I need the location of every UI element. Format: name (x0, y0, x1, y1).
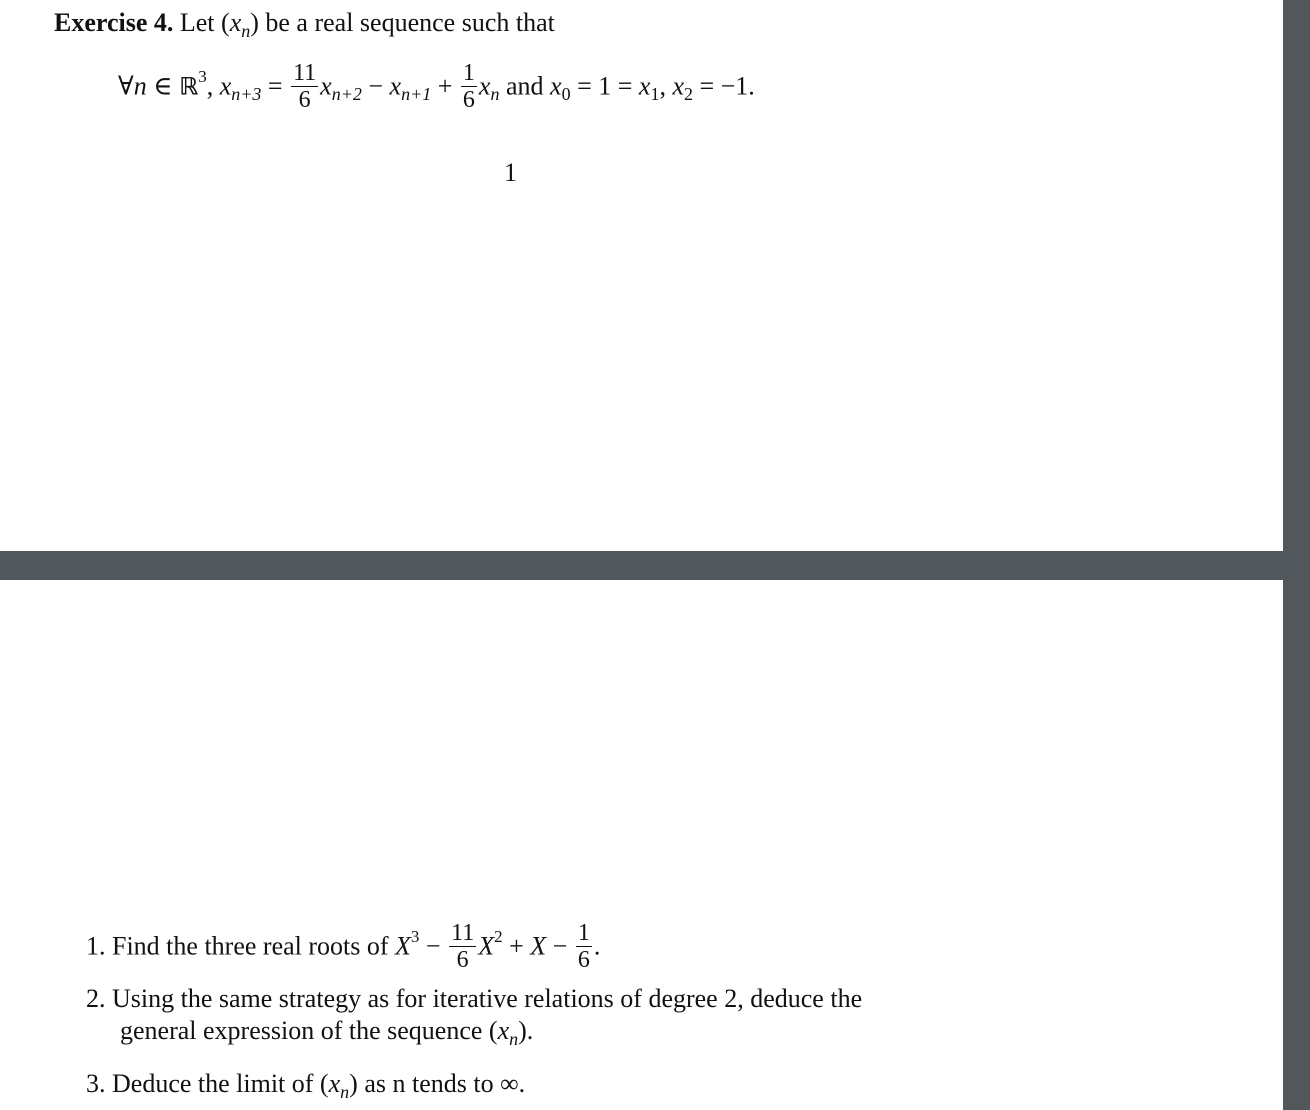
question-2-number: 2. (86, 984, 106, 1013)
x1-sub: 1 (650, 84, 660, 105)
poly-var: X (478, 931, 495, 961)
x2-var: x (672, 71, 684, 101)
document-page-2 (0, 580, 1283, 1110)
question-3 (86, 1069, 525, 1101)
term2-sub: n+1 (401, 84, 432, 105)
forall-symbol: ∀ (118, 71, 134, 101)
power-3: 3 (410, 927, 420, 947)
question-2-line-1: Using the same strategy as for iterative relations of degree 2, deduce the (112, 984, 863, 1013)
frac-num: 11 (293, 60, 317, 86)
equals: = (261, 71, 290, 101)
frac-den: 6 (577, 947, 590, 973)
minus: − (546, 931, 574, 961)
frac-den: 6 (462, 87, 475, 113)
question-1-number: 1. (86, 931, 106, 961)
reals-power: 3 (198, 67, 207, 87)
seq-index: n (509, 1029, 519, 1049)
comma: , (206, 71, 214, 101)
equals-minus-one: = −1. (692, 71, 755, 101)
question-1-text: Find the three real roots of (112, 931, 396, 961)
seq-var: x (497, 1016, 510, 1045)
exercise-heading: Exercise 4. (54, 8, 174, 37)
lhs-sub: n+3 (231, 84, 262, 105)
comma: , (659, 71, 673, 101)
question-1 (86, 922, 600, 975)
x1-var: x (638, 71, 651, 101)
plus: + (502, 931, 531, 961)
plus: + (431, 71, 459, 101)
poly-var: X (530, 931, 547, 961)
question-3-text: Deduce the limit of ( (112, 1069, 329, 1098)
index-var: n (133, 71, 147, 101)
minus: − (361, 71, 390, 101)
reals-symbol: ℝ (178, 72, 199, 101)
frac-num: 11 (451, 920, 475, 946)
period: . (593, 931, 601, 961)
question-2-line-2: general expression of the sequence ( (120, 1016, 498, 1045)
x0-sub: 0 (561, 84, 571, 105)
and-text: and (499, 71, 551, 101)
fraction-11-6 (449, 920, 476, 973)
question-2-line-2-end: ). (518, 1016, 534, 1045)
element-of-symbol: ∈ (146, 71, 179, 101)
x0-var: x (550, 71, 562, 101)
exercise-statement (54, 8, 555, 40)
seq-var: x (229, 8, 242, 37)
question-3-number: 3. (86, 1069, 106, 1098)
fraction-1-6 (461, 60, 477, 113)
term3-var: x (478, 71, 491, 101)
recurrence-equation (118, 62, 755, 115)
power-2: 2 (494, 927, 503, 947)
intro-text-end: ) be a real sequence such that (250, 8, 555, 37)
seq-index: n (241, 21, 251, 41)
frac-num: 1 (462, 60, 475, 86)
equals-one: = 1 = (570, 71, 639, 101)
fraction-1-6 (576, 920, 592, 973)
page-number: 1 (504, 158, 517, 187)
term1-var: x (320, 71, 332, 101)
lhs-var: x (219, 71, 232, 101)
term3-sub: n (490, 84, 500, 105)
term2-var: x (389, 71, 402, 101)
question-2-continued (120, 1016, 533, 1048)
period: . (518, 1069, 526, 1098)
infinity-symbol: ∞ (500, 1069, 519, 1098)
frac-den: 6 (298, 87, 311, 113)
question-2 (86, 984, 862, 1014)
frac-den: 6 (456, 947, 469, 973)
seq-index: n (340, 1082, 350, 1102)
term1-sub: n+2 (331, 84, 362, 105)
x2-sub: 2 (683, 84, 693, 105)
question-3-text-end: ) as n tends to (349, 1069, 501, 1098)
document-page-1 (0, 0, 1283, 551)
intro-text: Let ( (179, 8, 230, 37)
seq-var: x (328, 1069, 341, 1098)
poly-var: X (395, 931, 411, 961)
fraction-11-6 (291, 60, 318, 113)
frac-num: 1 (577, 920, 590, 946)
minus: − (419, 931, 448, 961)
